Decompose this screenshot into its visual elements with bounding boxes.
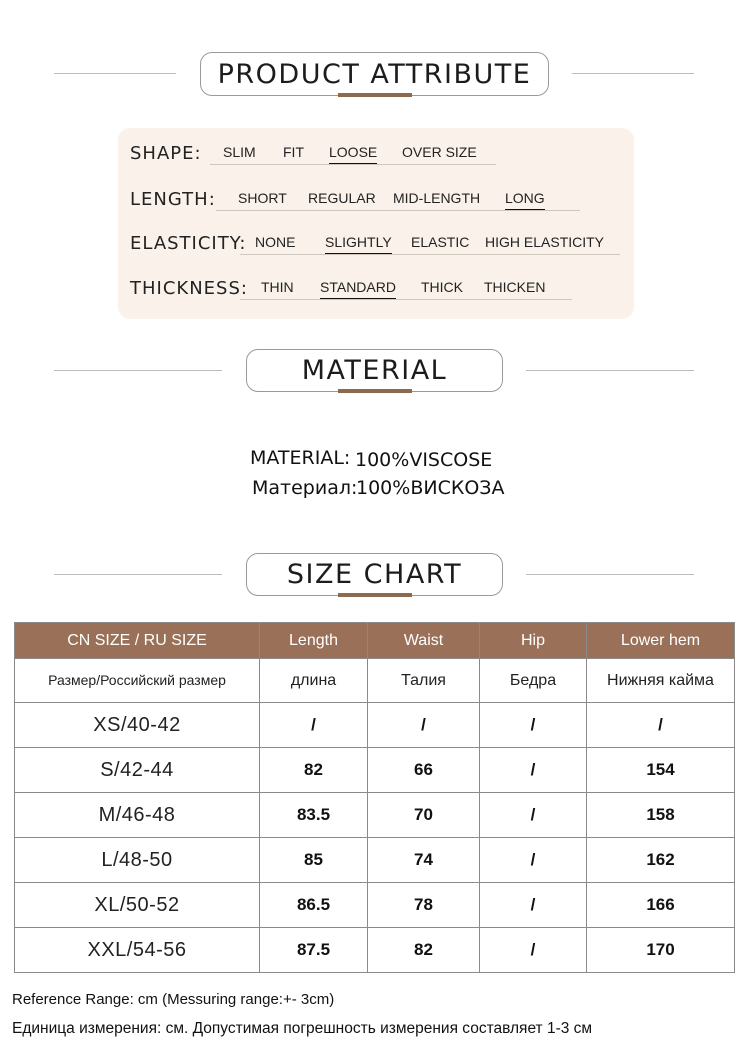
- shape-option-fit: FIT: [283, 144, 304, 160]
- length-option-regular: REGULAR: [308, 190, 376, 206]
- column-header: Length: [260, 623, 368, 659]
- length-cell: 87.5: [260, 928, 368, 973]
- column-header-ru: Бедра: [480, 659, 587, 703]
- hip-cell: /: [480, 838, 587, 883]
- waist-cell: 66: [368, 748, 480, 793]
- hem-cell: 154: [587, 748, 735, 793]
- size-cell: XS/40-42: [15, 703, 260, 748]
- material-en-label: MATERIAL:: [250, 447, 351, 469]
- hip-cell: /: [480, 793, 587, 838]
- table-header-ru-row: [15, 659, 735, 703]
- thickness-label: THICKNESS:: [130, 278, 248, 299]
- thickness-option-thick: THICK: [421, 279, 463, 295]
- thickness-row-line: [240, 299, 572, 300]
- column-header: CN SIZE / RU SIZE: [15, 623, 260, 659]
- size-cell: S/42-44: [15, 748, 260, 793]
- hem-cell: 158: [587, 793, 735, 838]
- size-chart-table: [14, 622, 735, 973]
- length-option-long: LONG: [505, 190, 545, 206]
- size-chart-title-text: SIZE CHART: [286, 559, 463, 590]
- thickness-option-thin: THIN: [261, 279, 294, 295]
- waist-cell: 78: [368, 883, 480, 928]
- waist-cell: 70: [368, 793, 480, 838]
- size-cell: XL/50-52: [15, 883, 260, 928]
- size-chart-title: [246, 553, 503, 596]
- hem-cell: 166: [587, 883, 735, 928]
- hem-cell: 162: [587, 838, 735, 883]
- column-header-ru: Размер/Российский размер: [15, 659, 260, 703]
- waist-cell: 82: [368, 928, 480, 973]
- thickness-option-thicken: THICKEN: [484, 279, 546, 295]
- divider-right: [526, 370, 694, 371]
- elasticity-option-elastic: ELASTIC: [411, 234, 470, 250]
- material-title-text: MATERIAL: [301, 355, 448, 386]
- elasticity-option-slightly: SLIGHTLY: [325, 234, 392, 250]
- length-option-short: SHORT: [238, 190, 287, 206]
- divider-left: [54, 370, 222, 371]
- hem-cell: /: [587, 703, 735, 748]
- divider-right: [572, 73, 694, 74]
- table-row: [15, 748, 735, 793]
- thickness-option-standard: STANDARD: [320, 279, 396, 295]
- hip-cell: /: [480, 703, 587, 748]
- material-ru-label: Материал:: [252, 477, 358, 499]
- column-header-ru: Талия: [368, 659, 480, 703]
- reference-range-en: Reference Range: cm (Messuring range:+- 3cm): [12, 991, 335, 1008]
- shape-option-loose: LOOSE: [329, 144, 378, 160]
- material-title: [246, 349, 503, 392]
- divider-left: [54, 574, 222, 575]
- length-cell: 83.5: [260, 793, 368, 838]
- column-header: Hip: [480, 623, 587, 659]
- title-underline: [338, 93, 412, 97]
- length-cell: 85: [260, 838, 368, 883]
- waist-cell: 74: [368, 838, 480, 883]
- title-underline: [338, 389, 412, 393]
- table-row: [15, 838, 735, 883]
- shape-label: SHAPE:: [130, 143, 202, 164]
- length-label: LENGTH:: [130, 189, 216, 210]
- material-ru-value: 100%ВИСКОЗА: [356, 477, 505, 499]
- length-cell: 86.5: [260, 883, 368, 928]
- length-cell: /: [260, 703, 368, 748]
- elasticity-option-none: NONE: [255, 234, 296, 250]
- hip-cell: /: [480, 883, 587, 928]
- size-cell: XXL/54-56: [15, 928, 260, 973]
- table-row: [15, 928, 735, 973]
- table-row: [15, 703, 735, 748]
- product-attribute-title: [200, 52, 549, 96]
- divider-left: [54, 73, 176, 74]
- table-row: [15, 883, 735, 928]
- table-row: [15, 793, 735, 838]
- elasticity-row-line: [240, 254, 620, 255]
- size-cell: L/48-50: [15, 838, 260, 883]
- shape-option-slim: SLIM: [223, 144, 256, 160]
- length-option-mid-length: MID-LENGTH: [393, 190, 481, 206]
- size-cell: M/46-48: [15, 793, 260, 838]
- elasticity-option-high-elasticity: HIGH ELASTICITY: [485, 234, 605, 250]
- hem-cell: 170: [587, 928, 735, 973]
- hip-cell: /: [480, 928, 587, 973]
- waist-cell: /: [368, 703, 480, 748]
- divider-right: [526, 574, 694, 575]
- column-header: Waist: [368, 623, 480, 659]
- length-row-line: [216, 210, 580, 211]
- title-underline: [338, 593, 412, 597]
- column-header: Lower hem: [587, 623, 735, 659]
- shape-option-oversize: OVER SIZE: [402, 144, 477, 160]
- column-header-ru: длина: [260, 659, 368, 703]
- product-attribute-title-text: PRODUCT ATTRIBUTE: [217, 58, 532, 90]
- hip-cell: /: [480, 748, 587, 793]
- reference-range-ru: Единица измерения: см. Допустимая погрешность измерения составляет 1-3 см: [12, 1020, 593, 1037]
- shape-row-line: [210, 164, 496, 165]
- table-header-row: [15, 623, 735, 659]
- length-cell: 82: [260, 748, 368, 793]
- column-header-ru: Нижняя кайма: [587, 659, 735, 703]
- material-en-value: 100%VISCOSE: [355, 449, 493, 471]
- elasticity-label: ELASTICITY:: [130, 233, 247, 254]
